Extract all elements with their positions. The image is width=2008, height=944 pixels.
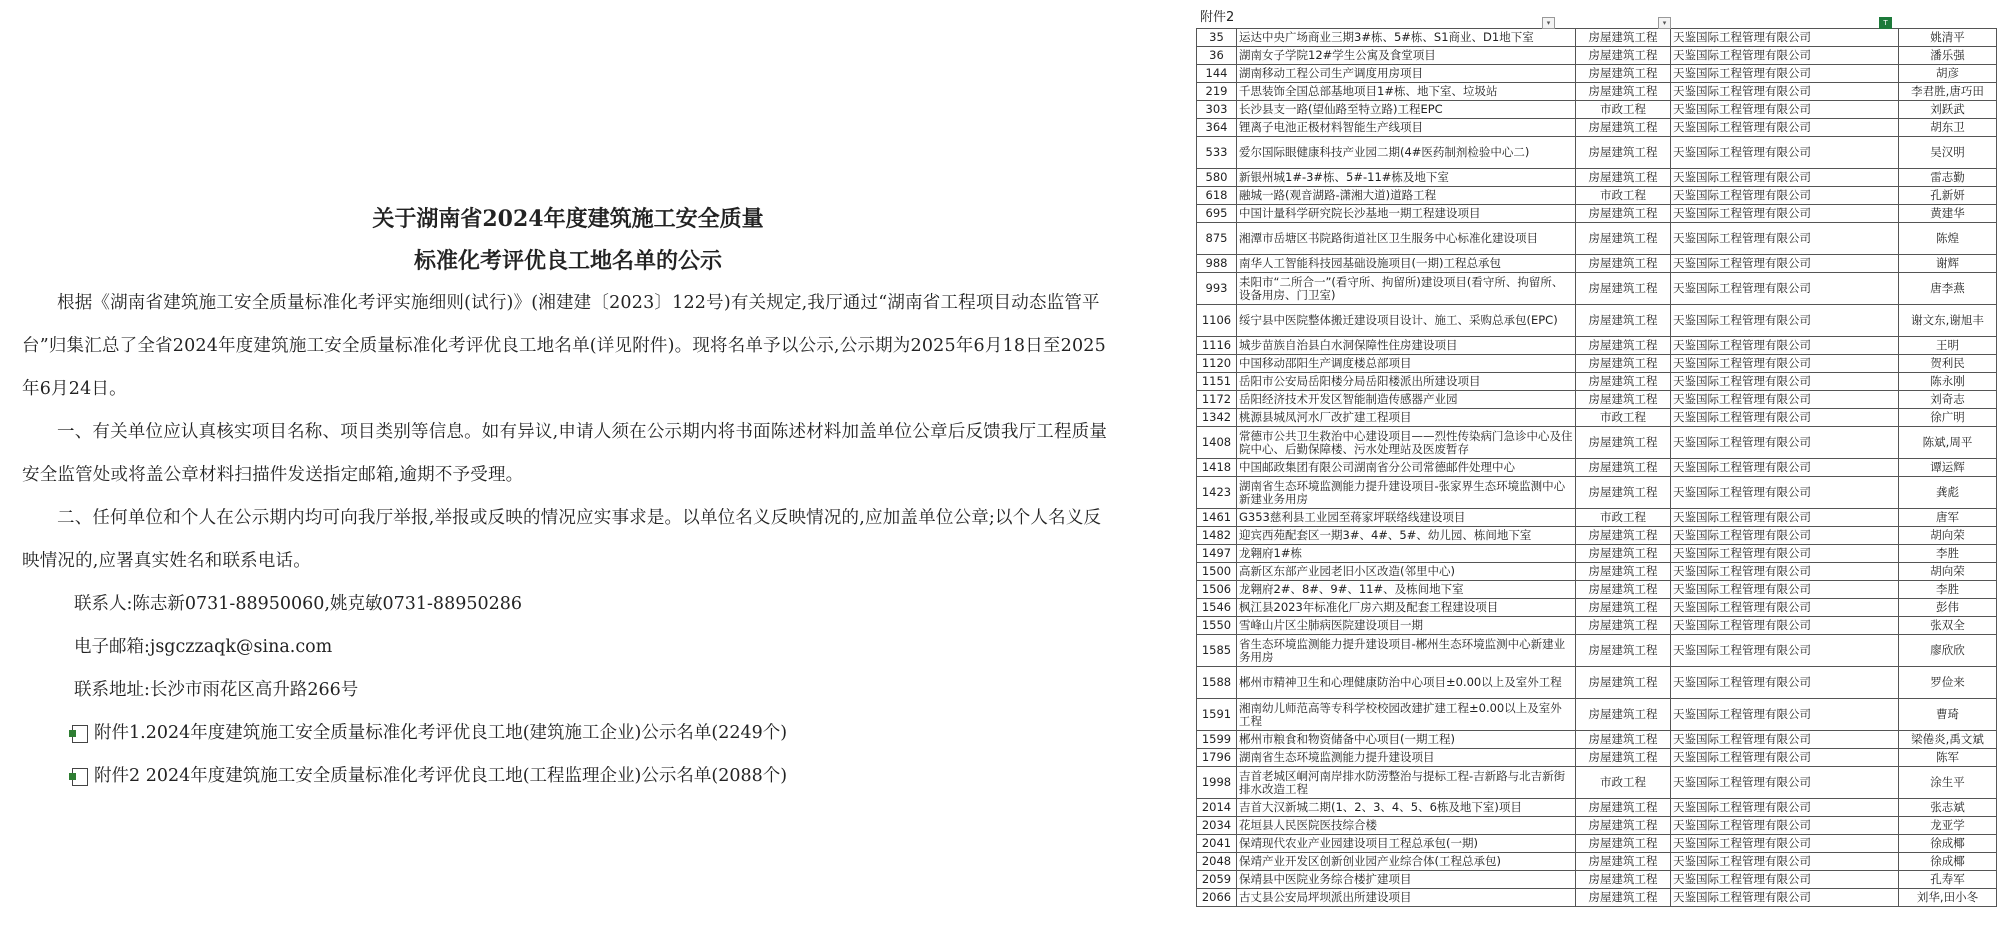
- row-number-cell[interactable]: 2041: [1197, 835, 1237, 853]
- project-type-cell[interactable]: 房屋建筑工程: [1576, 871, 1671, 889]
- table-row[interactable]: [1197, 749, 1997, 767]
- company-cell[interactable]: 天鉴国际工程管理有限公司: [1671, 459, 1899, 477]
- project-type-cell[interactable]: 房屋建筑工程: [1576, 255, 1671, 273]
- table-row[interactable]: [1197, 477, 1997, 509]
- company-cell[interactable]: 天鉴国际工程管理有限公司: [1671, 767, 1899, 799]
- supervisor-cell[interactable]: 涂生平: [1899, 767, 1997, 799]
- row-number-cell[interactable]: 1106: [1197, 305, 1237, 337]
- project-name-cell[interactable]: 千思装饰全国总部基地项目1#栋、地下室、垃圾站: [1237, 83, 1576, 101]
- contact-address: 联系地址:长沙市雨花区高升路266号: [74, 680, 359, 700]
- supervisor-cell[interactable]: 谭运辉: [1899, 459, 1997, 477]
- contact-persons: 联系人:陈志新0731-88950060,姚克敏0731-88950286: [74, 594, 523, 614]
- table-row[interactable]: [1197, 137, 1997, 169]
- table-row[interactable]: [1197, 527, 1997, 545]
- company-cell[interactable]: 天鉴国际工程管理有限公司: [1671, 599, 1899, 617]
- project-name-cell[interactable]: 爱尔国际眼健康科技产业园二期(4#医药制剂检验中心二): [1237, 137, 1576, 169]
- company-cell[interactable]: 天鉴国际工程管理有限公司: [1671, 101, 1899, 119]
- company-cell[interactable]: 天鉴国际工程管理有限公司: [1671, 187, 1899, 205]
- company-cell[interactable]: 天鉴国际工程管理有限公司: [1671, 47, 1899, 65]
- project-type-cell[interactable]: 房屋建筑工程: [1576, 889, 1671, 907]
- project-name-cell[interactable]: 龙翱府1#栋: [1237, 545, 1576, 563]
- row-number-cell[interactable]: 1550: [1197, 617, 1237, 635]
- table-row[interactable]: [1197, 817, 1997, 835]
- company-cell[interactable]: 天鉴国际工程管理有限公司: [1671, 373, 1899, 391]
- table-row[interactable]: [1197, 509, 1997, 527]
- company-cell[interactable]: 天鉴国际工程管理有限公司: [1671, 305, 1899, 337]
- company-cell[interactable]: 天鉴国际工程管理有限公司: [1671, 205, 1899, 223]
- row-number-cell[interactable]: 1418: [1197, 459, 1237, 477]
- project-type-cell[interactable]: 房屋建筑工程: [1576, 545, 1671, 563]
- row-number-cell[interactable]: 1500: [1197, 563, 1237, 581]
- company-cell[interactable]: 天鉴国际工程管理有限公司: [1671, 799, 1899, 817]
- project-name-cell[interactable]: 中国邮政集团有限公司湖南省分公司常德邮件处理中心: [1237, 459, 1576, 477]
- notice-paragraph-report: 二、任何单位和个人在公示期内均可向我厅举报,举报或反映的情况应实事求是。以单位名义反映情况的,应加盖单位公章;以个人名义反映情况的,应署真实姓名和联系电话。: [22, 508, 1102, 571]
- company-cell[interactable]: 天鉴国际工程管理有限公司: [1671, 889, 1899, 907]
- notice-paragraph-objection: 一、有关单位应认真核实项目名称、项目类别等信息。如有异议,申请人须在公示期内将书面陈述材料加盖单位公章后反馈我厅工程质量安全监管处或将盖公章材料扫描件发送指定邮箱,逾期不予受理。: [22, 422, 1108, 485]
- supervisor-cell[interactable]: 吴汉明: [1899, 137, 1997, 169]
- company-cell[interactable]: 天鉴国际工程管理有限公司: [1671, 871, 1899, 889]
- company-cell[interactable]: 天鉴国际工程管理有限公司: [1671, 477, 1899, 509]
- project-table-body: [1197, 29, 1997, 907]
- supervisor-cell[interactable]: 陈永刚: [1899, 373, 1997, 391]
- project-name-cell[interactable]: 中国计量科学研究院长沙基地一期工程建设项目: [1237, 205, 1576, 223]
- table-row[interactable]: [1197, 545, 1997, 563]
- supervisor-cell[interactable]: 唐李燕: [1899, 273, 1997, 305]
- project-name-cell[interactable]: G353慈利县工业园至蒋家坪联络线建设项目: [1237, 509, 1576, 527]
- table-row[interactable]: [1197, 835, 1997, 853]
- sheet-header: [1196, 8, 1996, 28]
- supervisor-cell[interactable]: 陈斌,周平: [1899, 427, 1997, 459]
- row-number-cell[interactable]: 2034: [1197, 817, 1237, 835]
- row-number-cell[interactable]: 695: [1197, 205, 1237, 223]
- supervisor-cell[interactable]: 廖欣欣: [1899, 635, 1997, 667]
- company-cell[interactable]: 天鉴国际工程管理有限公司: [1671, 545, 1899, 563]
- company-cell[interactable]: 天鉴国际工程管理有限公司: [1671, 527, 1899, 545]
- table-row[interactable]: [1197, 889, 1997, 907]
- row-number-cell[interactable]: 303: [1197, 101, 1237, 119]
- company-cell[interactable]: 天鉴国际工程管理有限公司: [1671, 337, 1899, 355]
- supervisor-cell[interactable]: 姚清平: [1899, 29, 1997, 47]
- supervisor-cell[interactable]: 李胜: [1899, 545, 1997, 563]
- project-type-cell[interactable]: 房屋建筑工程: [1576, 273, 1671, 305]
- row-number-cell[interactable]: 1461: [1197, 509, 1237, 527]
- supervisor-cell[interactable]: 谢辉: [1899, 255, 1997, 273]
- supervisor-cell[interactable]: 胡彦: [1899, 65, 1997, 83]
- company-cell[interactable]: 天鉴国际工程管理有限公司: [1671, 581, 1899, 599]
- supervisor-cell[interactable]: 徐广明: [1899, 409, 1997, 427]
- project-name-cell[interactable]: 吉首老城区峒河南岸排水防涝整治与提标工程-吉新路与北吉新街排水改造工程: [1237, 767, 1576, 799]
- project-name-cell[interactable]: 吉首大汉新城二期(1、2、3、4、5、6栋及地下室)项目: [1237, 799, 1576, 817]
- project-name-cell[interactable]: 郴州市粮食和物资储备中心项目(一期工程): [1237, 731, 1576, 749]
- supervisor-cell[interactable]: 孔新妍: [1899, 187, 1997, 205]
- row-number-cell[interactable]: 1497: [1197, 545, 1237, 563]
- project-name-cell[interactable]: 湖南省生态环境监测能力提升建设项目-张家界生态环境监测中心新建业务用房: [1237, 477, 1576, 509]
- row-number-cell[interactable]: 533: [1197, 137, 1237, 169]
- table-row[interactable]: [1197, 459, 1997, 477]
- supervisor-cell[interactable]: 雷志勤: [1899, 169, 1997, 187]
- table-row[interactable]: [1197, 581, 1997, 599]
- table-row[interactable]: [1197, 853, 1997, 871]
- company-cell[interactable]: 天鉴国际工程管理有限公司: [1671, 817, 1899, 835]
- project-type-cell[interactable]: 市政工程: [1576, 187, 1671, 205]
- row-number-cell[interactable]: 1506: [1197, 581, 1237, 599]
- supervisor-cell[interactable]: 李胜: [1899, 581, 1997, 599]
- project-type-cell[interactable]: 房屋建筑工程: [1576, 799, 1671, 817]
- supervisor-cell[interactable]: 彭伟: [1899, 599, 1997, 617]
- project-type-cell[interactable]: 房屋建筑工程: [1576, 599, 1671, 617]
- supervisor-cell[interactable]: 徐成椰: [1899, 835, 1997, 853]
- project-type-cell[interactable]: 房屋建筑工程: [1576, 749, 1671, 767]
- project-type-cell[interactable]: 房屋建筑工程: [1576, 853, 1671, 871]
- filter-dropdown-icon[interactable]: ▾: [1542, 17, 1555, 29]
- supervisor-cell[interactable]: 刘奇志: [1899, 391, 1997, 409]
- supervisor-cell[interactable]: 龚彪: [1899, 477, 1997, 509]
- notice-document: [22, 198, 1114, 798]
- supervisor-cell[interactable]: 梁倦炎,禹文斌: [1899, 731, 1997, 749]
- supervisor-cell[interactable]: 龙亚学: [1899, 817, 1997, 835]
- attachment-spreadsheet: [1196, 8, 1996, 907]
- project-type-cell[interactable]: 房屋建筑工程: [1576, 373, 1671, 391]
- table-row[interactable]: [1197, 599, 1997, 617]
- project-name-cell[interactable]: 绥宁县中医院整体搬迁建设项目设计、施工、采购总承包(EPC): [1237, 305, 1576, 337]
- table-row[interactable]: [1197, 83, 1997, 101]
- table-row[interactable]: [1197, 187, 1997, 205]
- company-cell[interactable]: 天鉴国际工程管理有限公司: [1671, 391, 1899, 409]
- project-type-cell[interactable]: 房屋建筑工程: [1576, 817, 1671, 835]
- row-number-cell[interactable]: 1796: [1197, 749, 1237, 767]
- project-type-cell[interactable]: 房屋建筑工程: [1576, 731, 1671, 749]
- project-name-cell[interactable]: 高新区东部产业园老旧小区改造(邻里中心): [1237, 563, 1576, 581]
- project-type-cell[interactable]: 房屋建筑工程: [1576, 635, 1671, 667]
- company-cell[interactable]: 天鉴国际工程管理有限公司: [1671, 409, 1899, 427]
- project-name-cell[interactable]: 湘南幼儿师范高等专科学校校园改建扩建工程±0.00以上及室外工程: [1237, 699, 1576, 731]
- table-row[interactable]: [1197, 409, 1997, 427]
- row-number-cell[interactable]: 2048: [1197, 853, 1237, 871]
- row-number-cell[interactable]: 1998: [1197, 767, 1237, 799]
- table-row[interactable]: [1197, 767, 1997, 799]
- row-number-cell[interactable]: 1120: [1197, 355, 1237, 373]
- attachment-1-label[interactable]: 附件1.2024年度建筑施工安全质量标准化考评优良工地(建筑施工企业)公示名单(2249个): [94, 723, 788, 743]
- project-type-cell[interactable]: 房屋建筑工程: [1576, 305, 1671, 337]
- project-name-cell[interactable]: 湖南移动工程公司生产调度用房项目: [1237, 65, 1576, 83]
- supervisor-cell[interactable]: 谢文东,谢旭丰: [1899, 305, 1997, 337]
- project-type-cell[interactable]: 市政工程: [1576, 101, 1671, 119]
- project-type-cell[interactable]: 房屋建筑工程: [1576, 459, 1671, 477]
- row-number-cell[interactable]: 1172: [1197, 391, 1237, 409]
- project-name-cell[interactable]: 雪峰山片区尘肺病医院建设项目一期: [1237, 617, 1576, 635]
- table-row[interactable]: [1197, 169, 1997, 187]
- table-row[interactable]: [1197, 871, 1997, 889]
- project-type-cell[interactable]: 房屋建筑工程: [1576, 83, 1671, 101]
- row-number-cell[interactable]: 219: [1197, 83, 1237, 101]
- project-type-cell[interactable]: 市政工程: [1576, 509, 1671, 527]
- company-cell[interactable]: 天鉴国际工程管理有限公司: [1671, 617, 1899, 635]
- project-type-cell[interactable]: 房屋建筑工程: [1576, 699, 1671, 731]
- company-cell[interactable]: 天鉴国际工程管理有限公司: [1671, 635, 1899, 667]
- project-type-cell[interactable]: 房屋建筑工程: [1576, 29, 1671, 47]
- attachment-link-1[interactable]: [22, 712, 1114, 755]
- row-number-cell[interactable]: 618: [1197, 187, 1237, 205]
- supervisor-cell[interactable]: 胡向荣: [1899, 563, 1997, 581]
- project-table: [1196, 28, 1997, 907]
- table-row[interactable]: [1197, 799, 1997, 817]
- project-name-cell[interactable]: 中国移动邵阳生产调度楼总部项目: [1237, 355, 1576, 373]
- supervisor-cell[interactable]: 张志斌: [1899, 799, 1997, 817]
- row-number-cell[interactable]: 36: [1197, 47, 1237, 65]
- company-cell[interactable]: 天鉴国际工程管理有限公司: [1671, 255, 1899, 273]
- row-number-cell[interactable]: 2066: [1197, 889, 1237, 907]
- project-type-cell[interactable]: 市政工程: [1576, 409, 1671, 427]
- excel-file-icon: [72, 768, 88, 786]
- project-name-cell[interactable]: 湖南女子学院12#学生公寓及食堂项目: [1237, 47, 1576, 65]
- company-cell[interactable]: 天鉴国际工程管理有限公司: [1671, 853, 1899, 871]
- project-name-cell[interactable]: 南华人工智能科技园基础设施项目(一期)工程总承包: [1237, 255, 1576, 273]
- project-type-cell[interactable]: 房屋建筑工程: [1576, 355, 1671, 373]
- project-name-cell[interactable]: 耒阳市“二所合一”(看守所、拘留所)建设项目(看守所、拘留所、设备用房、门卫室): [1237, 273, 1576, 305]
- project-name-cell[interactable]: 新银州城1#-3#栋、5#-11#栋及地下室: [1237, 169, 1576, 187]
- supervisor-cell[interactable]: 胡向荣: [1899, 527, 1997, 545]
- project-name-cell[interactable]: 保靖产业开发区创新创业园产业综合体(工程总承包): [1237, 853, 1576, 871]
- row-number-cell[interactable]: 875: [1197, 223, 1237, 255]
- project-type-cell[interactable]: 房屋建筑工程: [1576, 119, 1671, 137]
- project-type-cell[interactable]: 房屋建筑工程: [1576, 667, 1671, 699]
- row-number-cell[interactable]: 580: [1197, 169, 1237, 187]
- row-number-cell[interactable]: 1482: [1197, 527, 1237, 545]
- project-type-cell[interactable]: 房屋建筑工程: [1576, 477, 1671, 509]
- company-cell[interactable]: 天鉴国际工程管理有限公司: [1671, 667, 1899, 699]
- project-name-cell[interactable]: 岳阳市公安局岳阳楼分局岳阳楼派出所建设项目: [1237, 373, 1576, 391]
- notice-title-line1: 关于湖南省2024年度建筑施工安全质量: [372, 206, 764, 232]
- row-number-cell[interactable]: 1588: [1197, 667, 1237, 699]
- table-row[interactable]: [1197, 699, 1997, 731]
- table-row[interactable]: [1197, 255, 1997, 273]
- row-number-cell[interactable]: 993: [1197, 273, 1237, 305]
- company-cell[interactable]: 天鉴国际工程管理有限公司: [1671, 731, 1899, 749]
- row-number-cell[interactable]: 1342: [1197, 409, 1237, 427]
- excel-file-icon: [72, 725, 88, 743]
- project-name-cell[interactable]: 湘潭市岳塘区书院路街道社区卫生服务中心标准化建设项目: [1237, 223, 1576, 255]
- company-cell[interactable]: 天鉴国际工程管理有限公司: [1671, 699, 1899, 731]
- notice-paragraph-intro: 根据《湖南省建筑施工安全质量标准化考评实施细则(试行)》(湘建建〔2023〕122号)有关规定,我厅通过“湖南省工程项目动态监管平台”归集汇总了全省2024年度建筑施工安全质量标准化考评优良工地名单(详见附件)。现将名单予以公示,公示期为2025年6月18日至2025年6月24日。: [22, 293, 1106, 399]
- project-name-cell[interactable]: 花垣县人民医院医技综合楼: [1237, 817, 1576, 835]
- company-cell[interactable]: 天鉴国际工程管理有限公司: [1671, 119, 1899, 137]
- project-type-cell[interactable]: 市政工程: [1576, 767, 1671, 799]
- project-type-cell[interactable]: 房屋建筑工程: [1576, 169, 1671, 187]
- supervisor-cell[interactable]: 陈军: [1899, 749, 1997, 767]
- row-number-cell[interactable]: 35: [1197, 29, 1237, 47]
- row-number-cell[interactable]: 988: [1197, 255, 1237, 273]
- table-row[interactable]: [1197, 731, 1997, 749]
- filter-active-icon[interactable]: T: [1879, 17, 1892, 29]
- company-cell[interactable]: 天鉴国际工程管理有限公司: [1671, 355, 1899, 373]
- company-cell[interactable]: 天鉴国际工程管理有限公司: [1671, 65, 1899, 83]
- supervisor-cell[interactable]: 唐军: [1899, 509, 1997, 527]
- supervisor-cell[interactable]: 曹琦: [1899, 699, 1997, 731]
- project-name-cell[interactable]: 常德市公共卫生救治中心建设项目——烈性传染病门急诊中心及住院中心、后勤保障楼、污水处理站及医废暂存: [1237, 427, 1576, 459]
- table-row[interactable]: [1197, 391, 1997, 409]
- project-type-cell[interactable]: 房屋建筑工程: [1576, 205, 1671, 223]
- table-row[interactable]: [1197, 223, 1997, 255]
- project-name-cell[interactable]: 融城一路(观音湖路-潇湘大道)道路工程: [1237, 187, 1576, 205]
- table-row[interactable]: [1197, 617, 1997, 635]
- row-number-cell[interactable]: 1585: [1197, 635, 1237, 667]
- row-number-cell[interactable]: 1408: [1197, 427, 1237, 459]
- supervisor-cell[interactable]: 张双全: [1899, 617, 1997, 635]
- row-number-cell[interactable]: 1151: [1197, 373, 1237, 391]
- supervisor-cell[interactable]: 孔寿军: [1899, 871, 1997, 889]
- contact-email: 电子邮箱:jsgczzaqk@sina.com: [74, 637, 333, 657]
- attachment-link-2[interactable]: [22, 755, 1114, 798]
- project-type-cell[interactable]: 房屋建筑工程: [1576, 617, 1671, 635]
- company-cell[interactable]: 天鉴国际工程管理有限公司: [1671, 509, 1899, 527]
- company-cell[interactable]: 天鉴国际工程管理有限公司: [1671, 137, 1899, 169]
- table-row[interactable]: [1197, 101, 1997, 119]
- supervisor-cell[interactable]: 刘跃武: [1899, 101, 1997, 119]
- notice-title-line2: 标准化考评优良工地名单的公示: [413, 248, 722, 274]
- company-cell[interactable]: 天鉴国际工程管理有限公司: [1671, 169, 1899, 187]
- project-name-cell[interactable]: 枫江县2023年标准化厂房六期及配套工程建设项目: [1237, 599, 1576, 617]
- company-cell[interactable]: 天鉴国际工程管理有限公司: [1671, 29, 1899, 47]
- project-name-cell[interactable]: 桃源县城凤河水厂改扩建工程项目: [1237, 409, 1576, 427]
- supervisor-cell[interactable]: 陈煌: [1899, 223, 1997, 255]
- row-number-cell[interactable]: 144: [1197, 65, 1237, 83]
- project-type-cell[interactable]: 房屋建筑工程: [1576, 835, 1671, 853]
- table-row[interactable]: [1197, 205, 1997, 223]
- project-type-cell[interactable]: 房屋建筑工程: [1576, 581, 1671, 599]
- supervisor-cell[interactable]: 胡东卫: [1899, 119, 1997, 137]
- project-name-cell[interactable]: 迎宾西苑配套区一期3#、4#、5#、幼儿园、栋间地下室: [1237, 527, 1576, 545]
- supervisor-cell[interactable]: 黄建华: [1899, 205, 1997, 223]
- project-type-cell[interactable]: 房屋建筑工程: [1576, 563, 1671, 581]
- project-name-cell[interactable]: 龙翱府2#、8#、9#、11#、及栋间地下室: [1237, 581, 1576, 599]
- project-type-cell[interactable]: 房屋建筑工程: [1576, 337, 1671, 355]
- supervisor-cell[interactable]: 罗俭来: [1899, 667, 1997, 699]
- table-row[interactable]: [1197, 373, 1997, 391]
- project-type-cell[interactable]: 房屋建筑工程: [1576, 137, 1671, 169]
- project-name-cell[interactable]: 郴州市精神卫生和心理健康防治中心项目±0.00以上及室外工程: [1237, 667, 1576, 699]
- project-name-cell[interactable]: 古丈县公安局坪坝派出所建设项目: [1237, 889, 1576, 907]
- table-row[interactable]: [1197, 337, 1997, 355]
- table-row[interactable]: [1197, 635, 1997, 667]
- project-name-cell[interactable]: 城步苗族自治县白水洞保障性住房建设项目: [1237, 337, 1576, 355]
- project-name-cell[interactable]: 长沙县支一路(望仙路至特立路)工程EPC: [1237, 101, 1576, 119]
- table-row[interactable]: [1197, 305, 1997, 337]
- company-cell[interactable]: 天鉴国际工程管理有限公司: [1671, 563, 1899, 581]
- project-type-cell[interactable]: 房屋建筑工程: [1576, 527, 1671, 545]
- company-cell[interactable]: 天鉴国际工程管理有限公司: [1671, 749, 1899, 767]
- table-row[interactable]: [1197, 427, 1997, 459]
- company-cell[interactable]: 天鉴国际工程管理有限公司: [1671, 427, 1899, 459]
- project-type-cell[interactable]: 房屋建筑工程: [1576, 47, 1671, 65]
- supervisor-cell[interactable]: 王明: [1899, 337, 1997, 355]
- supervisor-cell[interactable]: 贺利民: [1899, 355, 1997, 373]
- project-name-cell[interactable]: 运达中央广场商业三期3#栋、5#栋、S1商业、D1地下室: [1237, 29, 1576, 47]
- supervisor-cell[interactable]: 徐成椰: [1899, 853, 1997, 871]
- row-number-cell[interactable]: 1423: [1197, 477, 1237, 509]
- row-number-cell[interactable]: 2014: [1197, 799, 1237, 817]
- project-name-cell[interactable]: 保靖县中医院业务综合楼扩建项目: [1237, 871, 1576, 889]
- row-number-cell[interactable]: 364: [1197, 119, 1237, 137]
- table-row[interactable]: [1197, 273, 1997, 305]
- sheet-title: 附件2: [1200, 10, 1235, 25]
- row-number-cell[interactable]: 2059: [1197, 871, 1237, 889]
- table-row[interactable]: [1197, 65, 1997, 83]
- company-cell[interactable]: 天鉴国际工程管理有限公司: [1671, 83, 1899, 101]
- table-row[interactable]: [1197, 355, 1997, 373]
- project-name-cell[interactable]: 湖南省生态环境监测能力提升建设项目: [1237, 749, 1576, 767]
- project-type-cell[interactable]: 房屋建筑工程: [1576, 427, 1671, 459]
- table-row[interactable]: [1197, 667, 1997, 699]
- company-cell[interactable]: 天鉴国际工程管理有限公司: [1671, 273, 1899, 305]
- row-number-cell[interactable]: 1116: [1197, 337, 1237, 355]
- project-type-cell[interactable]: 房屋建筑工程: [1576, 391, 1671, 409]
- project-name-cell[interactable]: 锂离子电池正极材料智能生产线项目: [1237, 119, 1576, 137]
- filter-dropdown-icon[interactable]: ▾: [1658, 17, 1671, 29]
- project-name-cell[interactable]: 省生态环境监测能力提升建设项目-郴州生态环境监测中心新建业务用房: [1237, 635, 1576, 667]
- row-number-cell[interactable]: 1591: [1197, 699, 1237, 731]
- table-row[interactable]: [1197, 29, 1997, 47]
- company-cell[interactable]: 天鉴国际工程管理有限公司: [1671, 223, 1899, 255]
- table-row[interactable]: [1197, 563, 1997, 581]
- table-row[interactable]: [1197, 119, 1997, 137]
- company-cell[interactable]: 天鉴国际工程管理有限公司: [1671, 835, 1899, 853]
- supervisor-cell[interactable]: 李君胜,唐巧田: [1899, 83, 1997, 101]
- project-name-cell[interactable]: 保靖现代农业产业园建设项目工程总承包(一期): [1237, 835, 1576, 853]
- supervisor-cell[interactable]: 潘乐强: [1899, 47, 1997, 65]
- row-number-cell[interactable]: 1599: [1197, 731, 1237, 749]
- project-type-cell[interactable]: 房屋建筑工程: [1576, 223, 1671, 255]
- project-type-cell[interactable]: 房屋建筑工程: [1576, 65, 1671, 83]
- row-number-cell[interactable]: 1546: [1197, 599, 1237, 617]
- attachment-2-label[interactable]: 附件2 2024年度建筑施工安全质量标准化考评优良工地(工程监理企业)公示名单(2088个): [94, 766, 788, 786]
- supervisor-cell[interactable]: 刘华,田小冬: [1899, 889, 1997, 907]
- project-name-cell[interactable]: 岳阳经济技术开发区智能制造传感器产业园: [1237, 391, 1576, 409]
- table-row[interactable]: [1197, 47, 1997, 65]
